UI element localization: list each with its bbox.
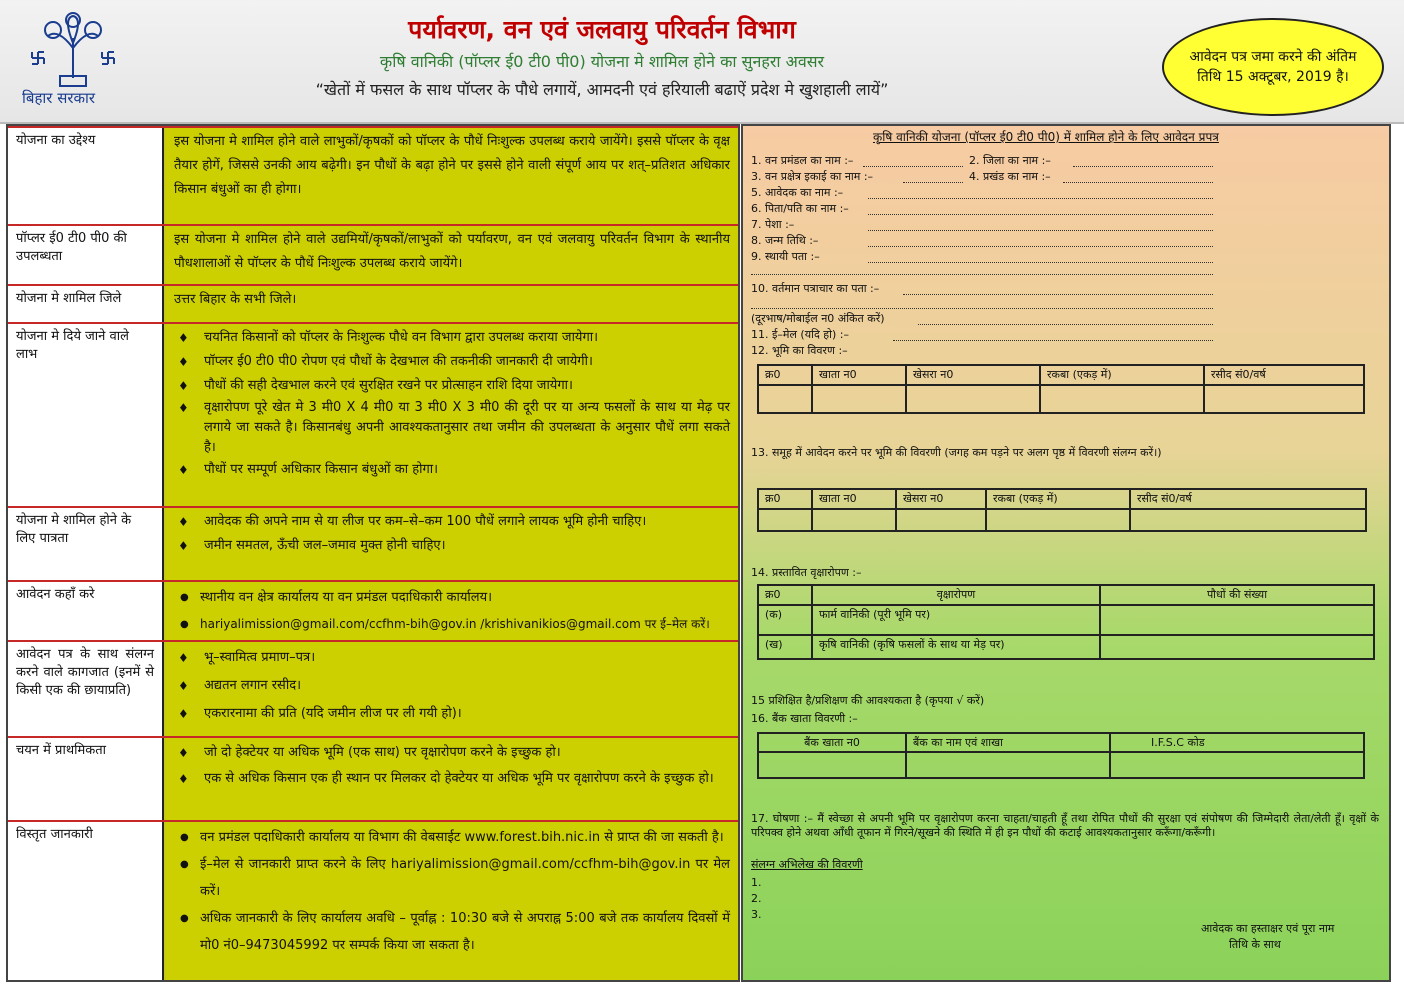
table-header: बैंक का नाम एवं शाखा (906, 733, 1110, 752)
scheme-details-panel (6, 124, 740, 982)
table-cell[interactable] (758, 385, 812, 413)
field-forest-division-line[interactable] (863, 166, 963, 167)
section-documents (8, 640, 738, 736)
section-districts (8, 284, 738, 322)
plantation-table (757, 584, 1375, 660)
table-cell[interactable] (1204, 385, 1364, 413)
list-item: ♦ पौधों पर सम्पूर्ण अधिकार किसान बंधुओं का होगा। (174, 458, 730, 482)
list-item: ♦ पॉप्लर ई0 टी0 पी0 रोपण एवं पौधों के देखभाल की तकनीकी जानकारी दी जायेगी। (174, 350, 730, 374)
table-cell[interactable] (1100, 605, 1374, 635)
table-header: पौधों की संख्या (1100, 585, 1374, 605)
table-cell[interactable] (758, 509, 812, 531)
field-applicant-line[interactable] (868, 198, 1213, 199)
section-list (166, 582, 738, 640)
section-label: योजना का उद्देश्य (8, 128, 164, 224)
field-training-label: 15 प्रशिक्षित है/प्रशिक्षण की आवश्यकता है (कृपया √ करें) (751, 694, 985, 707)
table-header: क्र0 (758, 489, 812, 509)
field-email-line[interactable] (893, 340, 1213, 341)
section-list (166, 508, 738, 580)
field-block-line[interactable] (1063, 182, 1213, 183)
field-dob-label: 8. जन्म तिथि :– (751, 234, 819, 247)
page-subtitle: कृषि वानिकी (पॉप्लर ई0 टी0 पी0) योजना मे शामिल होने का सुनहरा अवसर (379, 52, 825, 71)
section-list (166, 822, 738, 980)
list-item: ● अधिक जानकारी के लिए कार्यालय अवधि – पूर्वाह्न : 10:30 बजे से अपराह्न 5:00 बजे तक कार्यालय दिवसों में मो0 नं0–9473045992 पर सम्पर्क किया जा सकता है। (174, 905, 730, 959)
signature-label: आवेदक का हस्ताक्षर एवं पूरा नाम (1201, 922, 1335, 935)
field-phone-line[interactable] (918, 324, 1213, 325)
section-text: इस योजना मे शामिल होने वाले लाभुकों/कृषकों को पॉप्लर के पौधें निःशुल्क उपलब्ध कराये जायेंगे। इससे पॉप्लर के वृक्ष तैयार होगें, जिससे उनकी आय बढ़ेगी। इन पौधों के बढ़ा होने पर इससे होने वाली संपूर्ण आय पर शत्–प्रतिशत अधिकार किसान बंधुओं का ही होगा। (166, 128, 738, 224)
slogan: “खेतों में फसल के साथ पॉप्लर के पौधे लगायें, आमदनी एवं हरियाली बढाऐं प्रदेश मे खुशहाली लायें” (315, 80, 889, 99)
table-header: रकबा (एकड़ में) (986, 489, 1130, 509)
application-form-panel (741, 124, 1391, 982)
email-list-item: ● hariyalimission@gmail.com/ccfhm-bih@gov.in /krishivanikios@gmail.com पर ई–मेल करें। (174, 611, 730, 638)
list-item: ♦ आवेदक की अपने नाम से या लीज पर कम–से–कम 100 पौधें लगाने लायक भूमि होनी चाहिए। (174, 510, 730, 534)
list-item: ♦ अद्यतन लगान रसीद। (174, 672, 730, 700)
bank-table (757, 732, 1365, 779)
attachment-item: 3. (751, 908, 762, 921)
section-more-info (8, 820, 738, 980)
field-range-label: 3. वन प्रक्षेत्र इकाई का नाम :– (751, 170, 874, 183)
field-plantation-label: 14. प्रस्तावित वृक्षारोपण :– (751, 566, 862, 579)
table-cell[interactable] (758, 752, 906, 778)
list-item: ♦ भू–स्वामित्व प्रमाण–पत्र। (174, 644, 730, 672)
table-header: वृक्षारोपण (812, 585, 1100, 605)
table-cell: फार्म वानिकी (पूरी भूमि पर) (812, 605, 1100, 635)
table-header: खाता न0 (812, 489, 896, 509)
section-where-apply (8, 580, 738, 640)
attachment-item: 2. (751, 892, 762, 905)
section-label: पॉप्लर ई0 टी0 पी0 की उपलब्धता (8, 226, 164, 284)
section-label: योजना मे शामिल जिले (8, 286, 164, 322)
section-list (166, 738, 738, 820)
list-item: ♦ जमीन समतल, ऊँची जल–जमाव मुक्त होनी चाहिए। (174, 534, 730, 558)
table-cell: (ख) (758, 635, 812, 659)
logo-caption: बिहार सरकार (22, 89, 96, 107)
field-address-line-2[interactable] (751, 274, 1213, 275)
field-father-label: 6. पिता/पति का नाम :– (751, 202, 849, 215)
field-email-label: 11. ई–मेल (यदि हो) :– (751, 328, 849, 341)
section-text: उत्तर बिहार के सभी जिले। (166, 286, 738, 322)
land-details-table (757, 364, 1365, 414)
page-header (0, 0, 1404, 124)
declaration-text: 17. घोषणा :– मैं स्वेच्छा से अपनी भूमि पर वृक्षारोपण करना चाहता/चाहती हूँ तथा रोपित पौधों की सुरक्षा एवं संपोषण की जिम्मेदारी लेता/लेती हूँ। वृक्षों के परिपक्व होने अथवा आँधी तूफान में गिरने/सूखने की स्थिति में ही इन पौधों की कटाई आवश्यकतानुसार करूँगा/करूँगी। (751, 812, 1379, 839)
field-forest-division-label: 1. वन प्रमंडल का नाम :– (751, 154, 854, 167)
table-cell[interactable] (1110, 752, 1364, 778)
table-cell[interactable] (1130, 509, 1366, 531)
field-current-address-label: 10. वर्तमान पत्राचार का पता :– (751, 282, 880, 295)
attachment-item: 1. (751, 876, 762, 889)
group-land-table (757, 488, 1367, 532)
field-block-label: 4. प्रखंड का नाम :– (969, 170, 1051, 183)
table-header: खेसरा न0 (896, 489, 986, 509)
table-cell[interactable] (906, 385, 1040, 413)
table-header: रसीद सं0/वर्ष (1204, 365, 1364, 385)
section-benefits (8, 322, 738, 506)
table-cell[interactable] (986, 509, 1130, 531)
section-label: चयन में प्राथमिकता (8, 738, 164, 820)
table-cell: (क) (758, 605, 812, 635)
field-address-label: 9. स्थायी पता :– (751, 250, 820, 263)
section-eligibility (8, 506, 738, 580)
signature-date-label: तिथि के साथ (1229, 938, 1281, 951)
field-occupation-label: 7. पेशा :– (751, 218, 795, 231)
field-group-land-label: 13. समूह में आवेदन करने पर भूमि की विवरणी (जगह कम पड़ने पर अलग पृष्ठ में विवरणी संलग्न करें।) (751, 446, 1162, 459)
list-item: ● ई–मेल से जानकारी प्राप्त करने के लिए hariyalimission@gmail.com/ccfhm-bih@gov.in पर मेल करें। (174, 851, 730, 905)
section-objective (8, 126, 738, 224)
table-header: रसीद सं0/वर्ष (1130, 489, 1366, 509)
table-cell: कृषि वानिकी (कृषि फसलों के साथ या मेड़ पर) (812, 635, 1100, 659)
field-current-address-line-2[interactable] (751, 308, 1213, 309)
table-header: खाता न0 (812, 365, 906, 385)
section-label: आवेदन कहाँ करे (8, 582, 164, 640)
table-cell[interactable] (1040, 385, 1204, 413)
section-list (166, 324, 738, 506)
field-father-line[interactable] (868, 214, 1213, 215)
table-cell[interactable] (812, 385, 906, 413)
page-title: पर्यावरण, वन एवं जलवायु परिवर्तन विभाग (408, 15, 796, 44)
field-occupation-line[interactable] (868, 230, 1213, 231)
section-label: विस्तृत जानकारी (8, 822, 164, 980)
field-land-label: 12. भूमि का विवरण :– (751, 344, 848, 357)
list-item: ♦ एकरारनामा की प्रति (यदि जमीन लीज पर ली गयी हो)। (174, 700, 730, 728)
table-header: रकबा (एकड़ में) (1040, 365, 1204, 385)
section-availability (8, 224, 738, 284)
list-item: ♦ चयनित किसानों को पॉप्लर के निःशुल्क पौधे वन विभाग द्वारा उपलब्ध कराया जायेगा। (174, 326, 730, 350)
section-label: योजना मे शामिल होने के लिए पात्रता (8, 508, 164, 580)
field-dob-line[interactable] (868, 246, 1213, 247)
field-bank-label: 16. बैंक खाता विवरणी :– (751, 712, 858, 725)
section-priority (8, 736, 738, 820)
table-cell[interactable] (906, 752, 1110, 778)
field-district-line[interactable] (1073, 166, 1213, 167)
table-cell[interactable] (812, 509, 896, 531)
list-item: ♦ वृक्षारोपण पूरे खेत मे 3 मी0 X 4 मी0 या 3 मी0 X 3 मी0 की दूरी पर या अन्य फसलों के साथ या मेढ़ पर लगाये जा सकते है। किसानबंधु अपनी आवश्यकतानुसार तथा जमीन की उपलब्धता के अनुसार पौधें लगा सकते है। (174, 398, 730, 458)
field-address-line[interactable] (868, 262, 1213, 263)
section-label: योजना मे दिये जाने वाले लाभ (8, 324, 164, 506)
table-header: I.F.S.C कोड (1110, 733, 1364, 752)
deadline-badge: आवेदन पत्र जमा करने की अंतिम तिथि 15 अक्टूबर, 2019 है। (1162, 18, 1384, 116)
table-header: खेसरा न0 (906, 365, 1040, 385)
table-header: बैंक खाता न0 (758, 733, 906, 752)
field-district-label: 2. जिला का नाम :– (969, 154, 1051, 167)
list-item: ♦ पौधों की सही देखभाल करने एवं सुरक्षित रखने पर प्रोत्साहन राशि दिया जायेगा। (174, 374, 730, 398)
table-cell[interactable] (896, 509, 986, 531)
table-header: क्र0 (758, 365, 812, 385)
field-range-line[interactable] (903, 182, 963, 183)
field-applicant-label: 5. आवेदक का नाम :– (751, 186, 844, 199)
list-item: ♦ एक से अधिक किसान एक ही स्थान पर मिलकर दो हेक्टेयर या अधिक भूमि पर वृक्षारोपण करने के इच्छुक हो। (174, 766, 730, 792)
field-phone-label: (दूरभाष/मोबाईल न0 अंकित करें) (751, 312, 885, 325)
section-list (166, 642, 738, 736)
attachments-title: संलग्न अभिलेख की विवरणी (751, 858, 863, 871)
form-title: कृषि वानिकी योजना (पॉप्लर ई0 टी0 पी0) में शामिल होने के लिए आवेदन प्रपत्र (873, 130, 1219, 144)
table-cell[interactable] (1100, 635, 1374, 659)
field-current-address-line[interactable] (903, 294, 1213, 295)
list-item: ● स्थानीय वन क्षेत्र कार्यालय या वन प्रमंडल पदाधिकारी कार्यालय। (174, 584, 730, 611)
section-label: आवेदन पत्र के साथ संलग्न करने वाले कागजात (इनमें से किसी एक की छायाप्रति) (8, 642, 164, 736)
list-item: ♦ जो दो हेक्टेयर या अधिक भूमि (एक साथ) पर वृक्षारोपण करने के इच्छुक हो। (174, 740, 730, 766)
list-item: ● वन प्रमंडल पदाधिकारी कार्यालय या विभाग की वेबसाईट www.forest.bih.nic.in से प्राप्त की जा सकती है। (174, 824, 730, 851)
table-header: क्र0 (758, 585, 812, 605)
section-text: इस योजना मे शामिल होने वाले उद्यमियों/कृषकों/लाभुकों को पर्यावरण, वन एवं जलवायु परिवर्तन विभाग के स्थानीय पौधशालाओं से पॉप्लर के पौधें निःशुल्क उपलब्ध कराये जायेंगे। (166, 226, 738, 284)
